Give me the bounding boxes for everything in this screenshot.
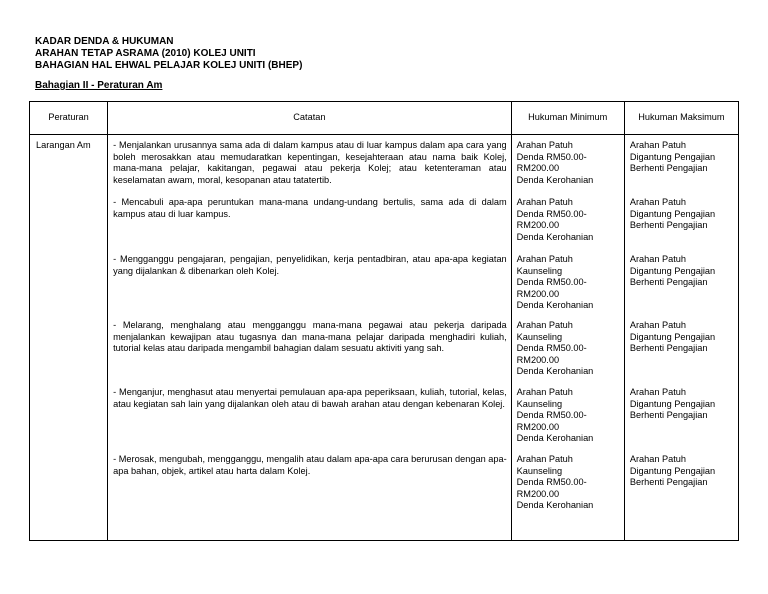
peraturan-cell: [30, 135, 108, 541]
minimum-entry: Arahan Patuh Kaunseling Denda RM50.00- RM200.00 Denda Kerohanian: [516, 387, 594, 444]
maksimum-entry: Arahan Patuh Digantung Pengajian Berhenti Pengajian: [629, 320, 716, 354]
section-title: Bahagian II - Peraturan Am: [35, 80, 163, 91]
header-title: KADAR DENDA & HUKUMAN: [35, 36, 174, 47]
minimum-entry: Arahan Patuh Denda RM50.00- RM200.00 Denda Kerohanian: [516, 140, 594, 185]
table-header-row: [30, 102, 739, 135]
catatan-entry: - Menjalankan urusannya sama ada di dalam kampus atau di luar kampus dalam apa cara yang boleh merosakkan atau memudaratkan kepentingan, kesejahteraan atau nama baik Kolej, mana-mana pelajar, kakitangan, pegawai atau pekerja Kolej; atau ketenteraman atau keselamatan awam, moral, kesopanan atau tatatertib.: [113, 140, 507, 185]
header-department: BAHAGIAN HAL EHWAL PELAJAR KOLEJ UNITI (BHEP): [35, 60, 303, 71]
peraturan-label: Larangan Am: [36, 140, 91, 150]
column-header-catatan: Catatan: [108, 102, 512, 135]
minimum-entry: Arahan Patuh Kaunseling Denda RM50.00- RM200.00 Denda Kerohanian: [516, 254, 594, 311]
header-subtitle: ARAHAN TETAP ASRAMA (2010) KOLEJ UNITI: [35, 48, 256, 59]
maksimum-entry: Arahan Patuh Digantung Pengajian Berhenti Pengajian: [629, 454, 716, 488]
table-row: [30, 135, 739, 541]
maksimum-entry: Arahan Patuh Digantung Pengajian Berhenti Pengajian: [629, 197, 716, 231]
column-header-peraturan: Peraturan: [30, 102, 108, 135]
maksimum-entry: Arahan Patuh Digantung Pengajian Berhenti Pengajian: [629, 254, 716, 288]
catatan-entry: - Mengganggu pengajaran, pengajian, penyelidikan, kerja pentadbiran, atau apa-apa kegiatan yang dijalankan & dibenarkan oleh Kolej.: [113, 254, 507, 276]
catatan-entry: - Mencabuli apa-apa peruntukan mana-mana undang-undang bertulis, sama ada di dalam kampus atau di luar kampus.: [113, 197, 507, 219]
catatan-entry: - Menganjur, menghasut atau menyertai pemulauan apa-apa peperiksaan, kuliah, tutorial, kelas, atau kegiatan sah lain yang dijalankan oleh atau di bawah arahan atau dengan kebenaran Kolej.: [113, 387, 507, 409]
catatan-cell: [108, 135, 512, 541]
minimum-cell: [511, 135, 624, 541]
rules-table: [29, 101, 739, 541]
column-header-minimum: Hukuman Minimum: [511, 102, 624, 135]
maksimum-entry: Arahan Patuh Digantung Pengajian Berhenti Pengajian: [629, 387, 716, 421]
minimum-entry: Arahan Patuh Kaunseling Denda RM50.00- RM200.00 Denda Kerohanian: [516, 320, 594, 377]
catatan-entry: - Merosak, mengubah, mengganggu, mengalih atau dalam apa-apa cara berurusan dengan apa-apa bahan, objek, artikel atau harta dalam Kolej.: [113, 454, 507, 476]
catatan-entry: - Melarang, menghalang atau mengganggu mana-mana pegawai atau pekerja daripada menjalankan kewajipan atau tugasnya dan mana-mana pelajar daripada menghadiri kuliah, tutorial kelas atau daripada mengambil bahagian dalam sesuatu aktiviti yang sah.: [113, 320, 507, 354]
minimum-entry: Arahan Patuh Kaunseling Denda RM50.00- RM200.00 Denda Kerohanian: [516, 454, 594, 511]
minimum-entry: Arahan Patuh Denda RM50.00- RM200.00 Denda Kerohanian: [516, 197, 594, 242]
maksimum-cell: [624, 135, 738, 541]
column-header-maksimum: Hukuman Maksimum: [624, 102, 738, 135]
document-header: [35, 36, 302, 72]
maksimum-entry: Arahan Patuh Digantung Pengajian Berhenti Pengajian: [629, 140, 716, 174]
